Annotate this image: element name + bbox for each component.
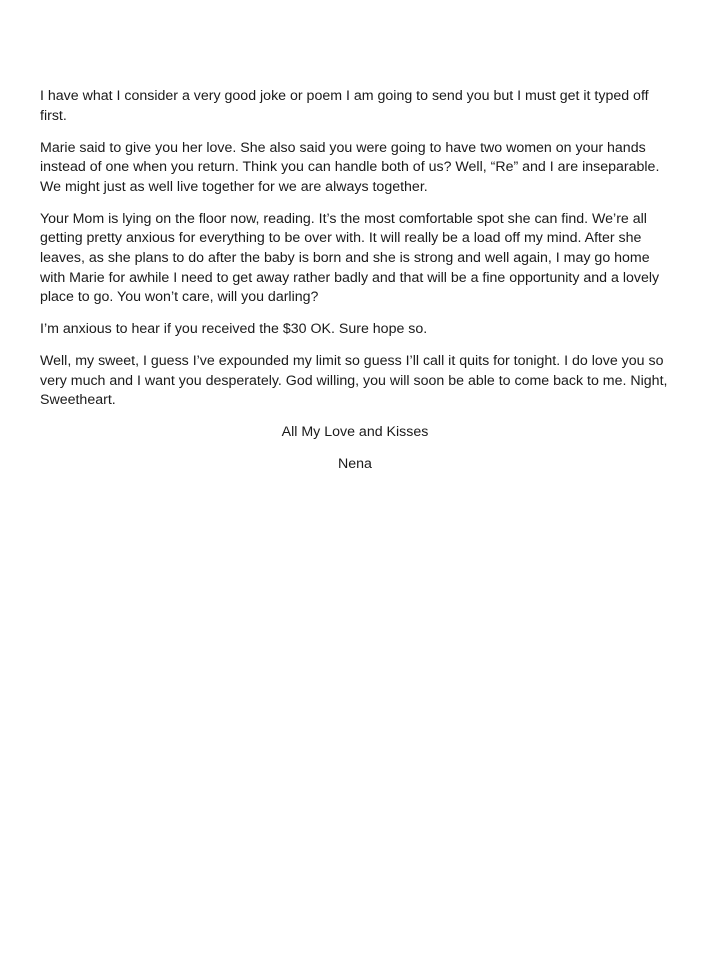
letter-closing <box>40 423 670 475</box>
letter-body <box>40 87 670 487</box>
paragraph-goodnight: Well, my sweet, I guess I’ve expounded my limit so guess I’ll call it quits for tonight. I do love you so very much and I want you desperately. God willing, you will soon be able to come back to me. Night, Sweetheart. <box>40 353 668 409</box>
paragraph-thirty-dollars: I’m anxious to hear if you received the $30 OK. Sure hope so. <box>40 321 428 338</box>
paragraph-your-mom: Your Mom is lying on the floor now, reading. It’s the most comfortable spot she can find. We’re all getting pretty anxious for everything to be over with. It will really be a load off my mind. After she leaves, as she plans to do after the baby is born and she is strong and well again, I may go home with Marie for awhile I need to get away rather badly and that will be a fine opportunity and a lovely place to go. You won’t care, will you darling? <box>40 210 660 306</box>
paragraph-marie: Marie said to give you her love. She also said you were going to have two women on your hands instead of one when you return. Think you can handle both of us? Well, “Re” and I are inseparable. We might just as well live together for we are always together. <box>40 139 660 195</box>
valediction: All My Love and Kisses <box>281 424 429 441</box>
paragraph-joke-or-poem: I have what I consider a very good joke or poem I am going to send you but I must get it typed off first. <box>40 88 649 124</box>
signature: Nena <box>338 456 372 473</box>
